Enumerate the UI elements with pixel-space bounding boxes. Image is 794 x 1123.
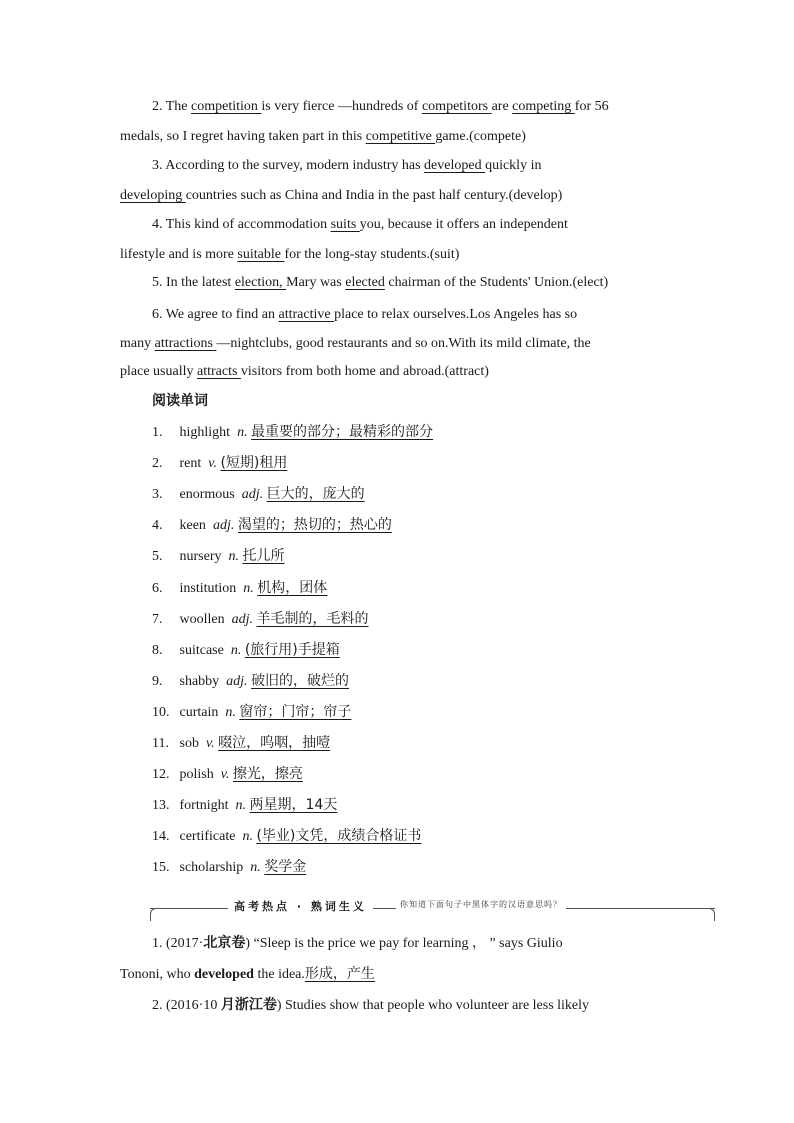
- reading-words-heading: 阅读单词: [152, 393, 208, 409]
- vocab-item: [152, 515, 392, 536]
- text: visitors from both home and abroad.(attract): [240, 364, 489, 379]
- text: ) Studies show that people who volunteer are less likely: [276, 998, 590, 1013]
- vocab-number: 15.: [152, 860, 170, 875]
- sentence-2-line-2: [120, 127, 526, 147]
- vocab-pos: n.: [225, 705, 236, 720]
- sentence-4-line-1: [152, 215, 568, 235]
- text: 3. According to the survey, modern industry has: [152, 158, 425, 173]
- answer-meaning: 形成，产生: [304, 966, 375, 982]
- text: countries such as China and India in the past half century.(develop): [185, 188, 563, 203]
- vocab-meaning: (短期)租用: [220, 455, 288, 471]
- vocab-meaning: 托儿所: [242, 548, 285, 564]
- vocab-item: [152, 640, 340, 661]
- vocab-word: nursery: [179, 549, 222, 564]
- vocab-meaning: 破旧的，破烂的: [251, 673, 350, 689]
- banner-subtitle: 你知道下面句子中黑体字的汉语意思吗？: [396, 899, 566, 910]
- vocab-meaning: 最重要的部分；最精彩的部分: [251, 424, 434, 440]
- vocab-item: [152, 733, 330, 754]
- vocab-item: [152, 671, 349, 692]
- vocab-pos: adj.: [212, 518, 235, 533]
- vocab-item: [152, 546, 285, 567]
- vocab-word: suitcase: [179, 643, 224, 658]
- vocab-word: institution: [179, 581, 237, 596]
- text: you, because it offers an independent: [359, 217, 568, 232]
- vocab-word: rent: [179, 456, 202, 471]
- vocab-pos: n.: [242, 829, 253, 844]
- banner-title: 高考热点 · 熟词生义: [228, 898, 373, 914]
- vocab-pos: adj.: [226, 674, 248, 689]
- text: for the long-stay students.(suit): [284, 247, 460, 262]
- vocab-pos: v.: [208, 456, 217, 471]
- answer-attractive: attractive: [278, 307, 335, 322]
- vocab-number: 10.: [152, 705, 170, 720]
- answer-suits: suits: [330, 217, 360, 232]
- sentence-6-line-3: [120, 362, 489, 382]
- text: lifestyle and is more: [120, 247, 238, 262]
- vocab-number: 1.: [152, 425, 163, 440]
- banner-left-bracket: [150, 908, 157, 921]
- vocab-number: 13.: [152, 798, 170, 813]
- text: 4. This kind of accommodation: [152, 217, 331, 232]
- vocab-word: fortnight: [179, 798, 229, 813]
- vocab-word: polish: [179, 767, 214, 782]
- vocab-meaning: 奖学金: [264, 859, 307, 875]
- vocab-item: [152, 484, 365, 505]
- text: many: [120, 336, 155, 351]
- text: 6. We agree to find an: [152, 307, 279, 322]
- text: 2. (2016·10: [152, 998, 221, 1013]
- vocab-meaning: 啜泣，呜咽，抽噎: [218, 735, 331, 751]
- text: place usually: [120, 364, 197, 379]
- text: the idea.: [253, 967, 305, 982]
- hot-topic-banner: [150, 888, 715, 924]
- vocab-number: 3.: [152, 487, 163, 502]
- vocab-number: 7.: [152, 612, 163, 627]
- sentence-3-line-1: [152, 156, 541, 176]
- source-tag: 月浙江卷: [220, 997, 277, 1013]
- vocab-meaning: 窗帘；门帘；帘子: [239, 704, 352, 720]
- vocab-number: 11.: [152, 736, 169, 751]
- text: medals, so I regret having taken part in this: [120, 129, 366, 144]
- text: game.(compete): [435, 129, 526, 144]
- answer-competing: competing: [512, 99, 575, 114]
- answer-competitors: competitors: [421, 99, 492, 114]
- answer-competition: competition: [191, 99, 262, 114]
- text: chairman of the Students' Union.(elect): [384, 275, 609, 290]
- vocab-meaning: 渴望的；热切的；热心的: [237, 517, 392, 533]
- text: place to relax ourselves.Los Angeles has so: [334, 307, 578, 322]
- sentence-2-line-1: [152, 97, 609, 117]
- text: quickly in: [485, 158, 542, 173]
- vocab-pos: n.: [243, 581, 254, 596]
- vocab-item: [152, 422, 433, 443]
- vocab-item: [152, 764, 303, 785]
- vocab-item: [152, 857, 306, 878]
- vocab-meaning: 机构，团体: [257, 580, 328, 596]
- text: are: [491, 99, 513, 114]
- vocab-item: [152, 453, 287, 474]
- answer-suitable: suitable: [237, 247, 285, 262]
- vocab-meaning: (毕业)文凭，成绩合格证书: [256, 828, 422, 844]
- vocab-word: certificate: [179, 829, 236, 844]
- vocab-item: [152, 795, 337, 816]
- vocab-item: [152, 826, 421, 847]
- vocab-pos: n.: [228, 549, 239, 564]
- vocab-pos: n.: [250, 860, 261, 875]
- vocab-meaning: 两星期，14天: [249, 797, 338, 813]
- hot-question-1-line-1: [152, 933, 563, 954]
- vocab-number: 6.: [152, 581, 163, 596]
- vocab-word: woollen: [179, 612, 225, 627]
- vocab-word: scholarship: [179, 860, 244, 875]
- text: Mary was: [286, 275, 346, 290]
- bold-word: developed: [194, 967, 254, 982]
- vocab-number: 9.: [152, 674, 163, 689]
- text: Tononi, who: [120, 967, 195, 982]
- answer-developed: developed: [424, 158, 486, 173]
- vocab-pos: v.: [220, 767, 230, 782]
- hot-question-2-line-1: [152, 995, 589, 1016]
- source-tag: 北京卷: [203, 935, 246, 951]
- text: is very fierce —hundreds of: [261, 99, 422, 114]
- vocab-word: highlight: [179, 425, 231, 440]
- vocab-number: 5.: [152, 549, 163, 564]
- text: ) “Sleep is the price we pay for learning ， ” says Giulio: [245, 936, 563, 951]
- vocab-meaning: 羊毛制的，毛料的: [256, 611, 369, 627]
- vocab-number: 4.: [152, 518, 163, 533]
- text: for 56: [574, 99, 609, 114]
- vocab-number: 14.: [152, 829, 170, 844]
- vocab-number: 12.: [152, 767, 170, 782]
- hot-question-1-line-2: [120, 964, 375, 985]
- vocab-item: [152, 702, 351, 723]
- vocab-word: sob: [179, 736, 199, 751]
- answer-attracts: attracts: [196, 364, 241, 379]
- vocab-pos: n.: [235, 798, 246, 813]
- answer-election: election,: [234, 275, 287, 290]
- answer-attractions: attractions: [154, 336, 217, 351]
- vocab-pos: adj.: [241, 487, 264, 502]
- text: 5. In the latest: [152, 275, 235, 290]
- vocab-item: [152, 578, 327, 599]
- vocab-pos: n.: [230, 643, 242, 658]
- vocab-word: keen: [179, 518, 206, 533]
- sentence-3-line-2: [120, 186, 562, 206]
- vocab-meaning: 擦光，擦亮: [232, 766, 303, 782]
- sentence-6-line-2: [120, 334, 591, 354]
- vocab-number: 2.: [152, 456, 163, 471]
- sentence-5: [152, 273, 608, 293]
- answer-competitive: competitive: [365, 129, 436, 144]
- vocab-meaning: (旅行用)手提箱: [244, 642, 340, 658]
- vocab-pos: v.: [205, 736, 215, 751]
- sentence-6-line-1: [152, 305, 577, 325]
- sentence-4-line-2: [120, 245, 459, 265]
- vocab-pos: adj.: [231, 612, 253, 627]
- text: 1. (2017·: [152, 936, 204, 951]
- vocab-word: shabby: [179, 674, 220, 689]
- vocab-pos: n.: [237, 425, 248, 440]
- vocab-meaning: 巨大的，庞大的: [266, 486, 365, 502]
- text: —nightclubs, good restaurants and so on.With its mild climate, the: [216, 336, 591, 351]
- vocab-word: enormous: [179, 487, 235, 502]
- vocab-item: [152, 609, 369, 630]
- answer-developing: developing: [120, 188, 186, 203]
- vocab-word: curtain: [179, 705, 219, 720]
- text: 2. The: [152, 99, 192, 114]
- vocab-number: 8.: [152, 643, 163, 658]
- answer-elected: elected: [345, 275, 385, 290]
- banner-right-bracket: [708, 908, 715, 921]
